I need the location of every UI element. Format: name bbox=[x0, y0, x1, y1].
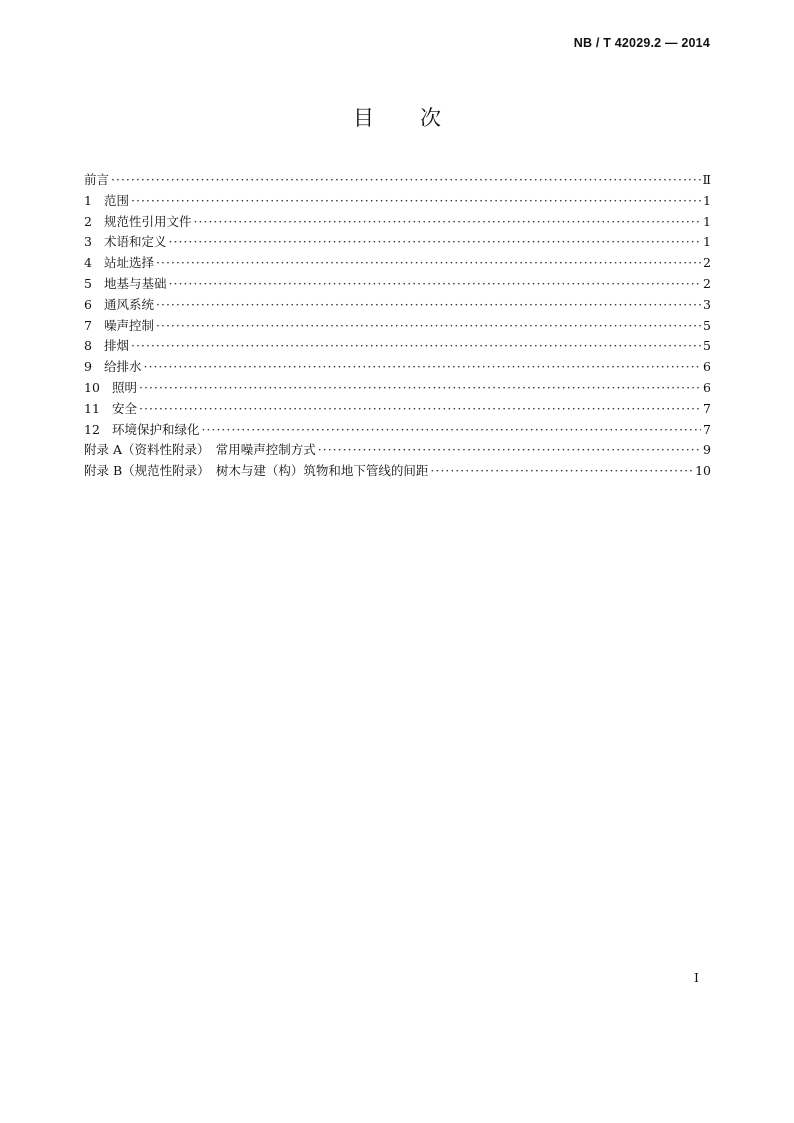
toc-entry-number: 12 bbox=[84, 421, 100, 437]
toc-entry-8[interactable] bbox=[84, 336, 711, 357]
toc-entry-label: 噪声控制 bbox=[104, 317, 155, 333]
toc-entry-7[interactable] bbox=[84, 316, 711, 337]
toc-entry-number: 3 bbox=[84, 234, 92, 250]
table-of-contents bbox=[84, 170, 711, 482]
toc-entry-page: 5 bbox=[703, 338, 711, 354]
toc-entry-page: 1 bbox=[703, 192, 711, 208]
toc-entry-page: 9 bbox=[703, 442, 711, 458]
toc-entry-label: 术语和定义 bbox=[104, 234, 167, 250]
toc-entry-number: 11 bbox=[84, 400, 100, 416]
dot-leader bbox=[169, 232, 702, 253]
toc-entry-number: 9 bbox=[84, 359, 92, 375]
standard-code-header: NB / T 42029.2 — 2014 bbox=[573, 36, 710, 50]
toc-entry-label: 附录 B（规范性附录） 树木与建（构）筑物和地下管线的间距 bbox=[84, 463, 429, 479]
toc-entry-label: 照明 bbox=[112, 379, 138, 395]
dot-leader bbox=[139, 378, 701, 399]
toc-entry-page: 1 bbox=[703, 234, 711, 250]
toc-entry-page: 6 bbox=[703, 359, 711, 375]
dot-leader bbox=[156, 295, 701, 316]
toc-entry-foreword[interactable] bbox=[84, 170, 711, 191]
toc-entry-label: 通风系统 bbox=[104, 296, 155, 312]
toc-entry-page: 2 bbox=[703, 255, 711, 271]
toc-entry-4[interactable] bbox=[84, 253, 711, 274]
toc-entry-number: 4 bbox=[84, 255, 92, 271]
toc-entry-number: 10 bbox=[84, 379, 100, 395]
toc-entry-label: 站址选择 bbox=[104, 255, 155, 271]
page-title bbox=[0, 102, 794, 132]
page-number: I bbox=[694, 970, 699, 985]
toc-entry-label: 前言 bbox=[84, 172, 110, 187]
toc-entry-number: 2 bbox=[84, 213, 92, 229]
dot-leader bbox=[318, 440, 701, 461]
dot-leader bbox=[430, 461, 693, 482]
dot-leader bbox=[111, 170, 700, 191]
toc-entry-appendix-a[interactable] bbox=[84, 440, 711, 461]
toc-entry-number: 7 bbox=[84, 317, 92, 333]
toc-entry-9[interactable] bbox=[84, 357, 711, 378]
toc-entry-page: 2 bbox=[703, 275, 711, 291]
dot-leader bbox=[202, 420, 702, 441]
dot-leader bbox=[131, 191, 701, 212]
toc-entry-12[interactable] bbox=[84, 420, 711, 441]
toc-entry-page: 10 bbox=[695, 463, 711, 479]
toc-entry-1[interactable] bbox=[84, 191, 711, 212]
dot-leader bbox=[156, 316, 701, 337]
toc-entry-label: 地基与基础 bbox=[104, 275, 167, 291]
toc-entry-5[interactable] bbox=[84, 274, 711, 295]
toc-entry-label: 给排水 bbox=[104, 359, 142, 375]
dot-leader bbox=[169, 274, 702, 295]
toc-entry-number: 5 bbox=[84, 275, 92, 291]
toc-entry-number: 8 bbox=[84, 338, 92, 354]
toc-entry-appendix-b[interactable] bbox=[84, 461, 711, 482]
toc-entry-label: 安全 bbox=[112, 400, 138, 416]
toc-entry-6[interactable] bbox=[84, 295, 711, 316]
toc-entry-label: 范围 bbox=[104, 192, 130, 208]
dot-leader bbox=[156, 253, 701, 274]
toc-entry-label: 环境保护和绿化 bbox=[112, 421, 200, 437]
toc-entry-label: 排烟 bbox=[104, 338, 130, 354]
toc-entry-page: 3 bbox=[703, 296, 711, 312]
toc-entry-page: 7 bbox=[703, 421, 711, 437]
toc-entry-10[interactable] bbox=[84, 378, 711, 399]
toc-entry-3[interactable] bbox=[84, 232, 711, 253]
dot-leader bbox=[131, 336, 701, 357]
toc-entry-page: 7 bbox=[703, 400, 711, 416]
toc-entry-label: 附录 A（资料性附录） 常用噪声控制方式 bbox=[84, 442, 316, 458]
title-char-2: 次 bbox=[420, 106, 441, 130]
dot-leader bbox=[139, 399, 701, 420]
title-char-1: 目 bbox=[353, 106, 374, 130]
toc-entry-label: 规范性引用文件 bbox=[104, 213, 192, 229]
dot-leader bbox=[194, 212, 702, 233]
toc-entry-page: 5 bbox=[703, 317, 711, 333]
toc-entry-number: 6 bbox=[84, 296, 92, 312]
toc-entry-page: 1 bbox=[703, 213, 711, 229]
toc-entry-11[interactable] bbox=[84, 399, 711, 420]
toc-entry-page: Ⅱ bbox=[702, 172, 711, 187]
toc-entry-page: 6 bbox=[703, 379, 711, 395]
dot-leader bbox=[144, 357, 702, 378]
toc-entry-number: 1 bbox=[84, 192, 92, 208]
toc-entry-2[interactable] bbox=[84, 212, 711, 233]
